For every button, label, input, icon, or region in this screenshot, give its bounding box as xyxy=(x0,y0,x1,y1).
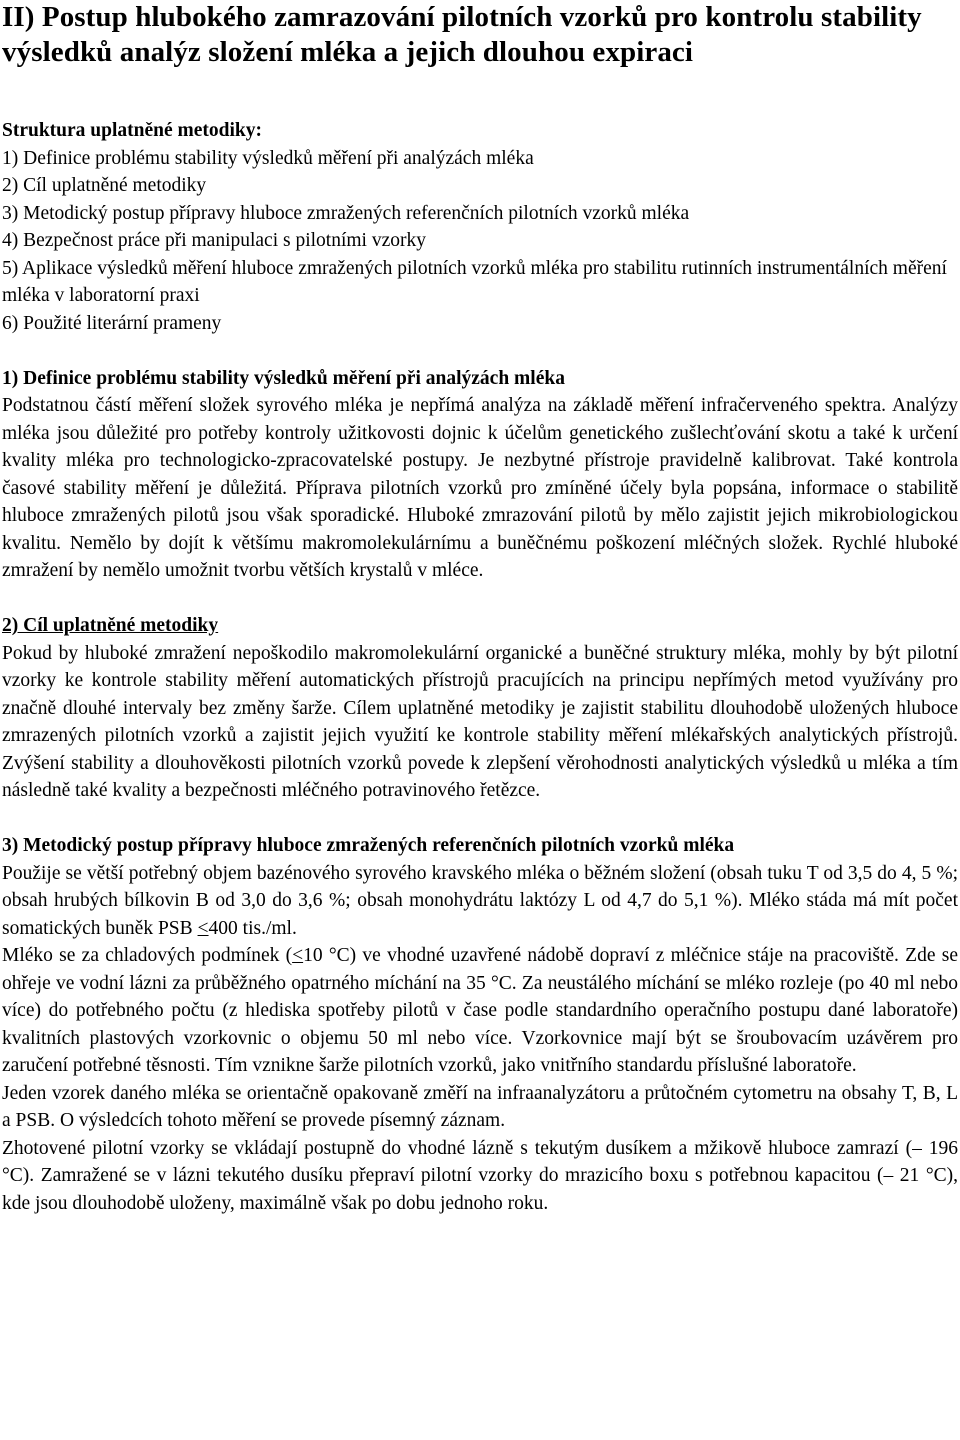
section-3-paragraph-3: Jeden vzorek daného mléka se orientačně opakovaně změří na infraanalyzátoru a průtočném cytometru na obsahy T, B, L a PSB. O výsledcích tohoto měření se provede písemný záznam. xyxy=(2,1082,958,1131)
section-1-heading: 1) Definice problému stability výsledků měření při analýzách mléka xyxy=(2,367,565,389)
section-1-paragraph: Podstatnou částí měření složek syrového mléka je nepřímá analýza na základě měření infračerveného spektra. Analýzy mléka jsou důležité pro potřeby kontroly užitkovosti dojnic k účelům genetického zušlechťování skotu a také k určení kvality mléka pro technologicko-zpracovatelské postupy. Je nezbytné přístroje pravidelně kalibrovat. Také kontrola časové stability měření je důležitá. Příprava pilotních vzorků pro zmíněné účely byla popsána, informace o stabilitě hluboce zmražených pilotů jsou však sporadické. Hluboké zmrazování pilotů by mělo zajistit jejich mikrobiologickou kvalitu. Nemělo by dojít k většímu makromolekulárnímu a buněčnému poškození mléčných složek. Rychlé hluboké zmražení by nemělo umožnit tvorbu větších krystalů v mléce. xyxy=(2,395,958,581)
section-3-p1-text-a: Použije se větší potřebný objem bazénového syrového kravského mléka o běžném složení (obsah tuku T od 3,5 do 4, 5 %; obsah hrubých bílkovin B od 3,0 do 3,6 %; obsah monohydrátu laktózy L od 4,7 do 5,1 %). Mléko stáda má mít počet somatických buněk PSB xyxy=(2,862,958,939)
structure-item-2: 2) Cíl uplatněné metodiky xyxy=(2,175,207,196)
section-3-p1-lte-sign: < xyxy=(197,917,209,939)
section-2-heading xyxy=(2,612,958,640)
structure-item-4: 4) Bezpečnost práce při manipulaci s pilotními vzorky xyxy=(2,230,427,251)
section-3-p2-text-b: 10 °C) ve vhodné uzavřené nádobě dopraví z mléčnice stáje na pracoviště. Zde se ohřeje ve vodní lázni za průběžného opatrného míchání na 35 °C. Za neustálého míchání se mléko rozleje (po 40 ml nebo více) do potřebného počtu (z hlediska spotřeby pilotů v čase podle standardního operačního postupu dané laboratoře) kvalitních plastových vzorkovnic o objemu 50 ml nebo více. Vzorkovnice mají být se šroubovacím uzávěrem pro zaručení potřebné těsnosti. Tím vznikne šarže pilotních vzorků, jako vnitřního standardu příslušné laboratoře. xyxy=(2,945,958,1076)
section-3-p2-lte-sign: < xyxy=(292,945,304,966)
section-3-paragraph-1 xyxy=(2,860,958,943)
section-3-paragraph-2 xyxy=(2,942,958,1080)
structure-item-6: 6) Použité literární prameny xyxy=(2,312,222,334)
section-3-heading: 3) Metodický postup přípravy hluboce zmražených referenčních pilotních vzorků mléka xyxy=(2,835,735,856)
section-3-p1-text-b: 400 tis./ml. xyxy=(208,917,297,939)
spacer xyxy=(2,337,958,365)
section-2-heading-text: 2) Cíl uplatněné metodiky xyxy=(2,615,219,636)
structure-heading: Struktura uplatněné metodiky: xyxy=(2,120,263,141)
structure-item-1: 1) Definice problému stability výsledků měření při analýzách mléka xyxy=(2,147,534,169)
structure-item-3: 3) Metodický postup přípravy hluboce zmražených referenčních pilotních vzorků mléka xyxy=(2,202,690,224)
section-3-p2-text-a: Mléko se za chladových podmínek ( xyxy=(2,945,293,966)
spacer xyxy=(2,805,958,833)
document-title: II) Postup hlubokého zamrazování pilotních vzorků pro kontrolu stability výsledků analýz složení mléka a jejich dlouhou expiraci xyxy=(2,1,922,68)
section-2-paragraph: Pokud by hluboké zmražení nepoškodilo makromolekulární organické a buněčné struktury mléka, mohly by být pilotní vzorky ke kontrole stability měření automatických přístrojů pracujících na principu nepřímých metod využívány pro značně dlouhé intervaly bez změny šarže. Cílem uplatněné metodiky je zajistit stabilitu dlouhodobě uložených hluboce zmrazených pilotních vzorků a zajistit jejich využití ke kontrole stability měření mlékařských analytických přístrojů. Zvýšení stability a dlouhověkosti pilotních vzorků povede k zlepšení věrohodnosti analytických výsledků u mléka a tím následně také kvality a bezpečnosti mléčného potravinového řetězce. xyxy=(2,642,958,801)
structure-item-5: 5) Aplikace výsledků měření hluboce zmražených pilotních vzorků mléka pro stabilitu rutinních instrumentálních měření mléka v laboratorní praxi xyxy=(2,257,947,306)
section-3-paragraph-4: Zhotovené pilotní vzorky se vkládají postupně do vhodné lázně s tekutým dusíkem a mžikově hluboce zamrazí (– 196 °C). Zamražené se v lázni tekutého dusíku přepraví pilotní vzorky do mrazicího boxu s potřebnou kapacitou (– 21 °C), kde jsou dlouhodobě uloženy, maximálně však po dobu jednoho roku. xyxy=(2,1137,958,1214)
spacer xyxy=(2,585,958,613)
